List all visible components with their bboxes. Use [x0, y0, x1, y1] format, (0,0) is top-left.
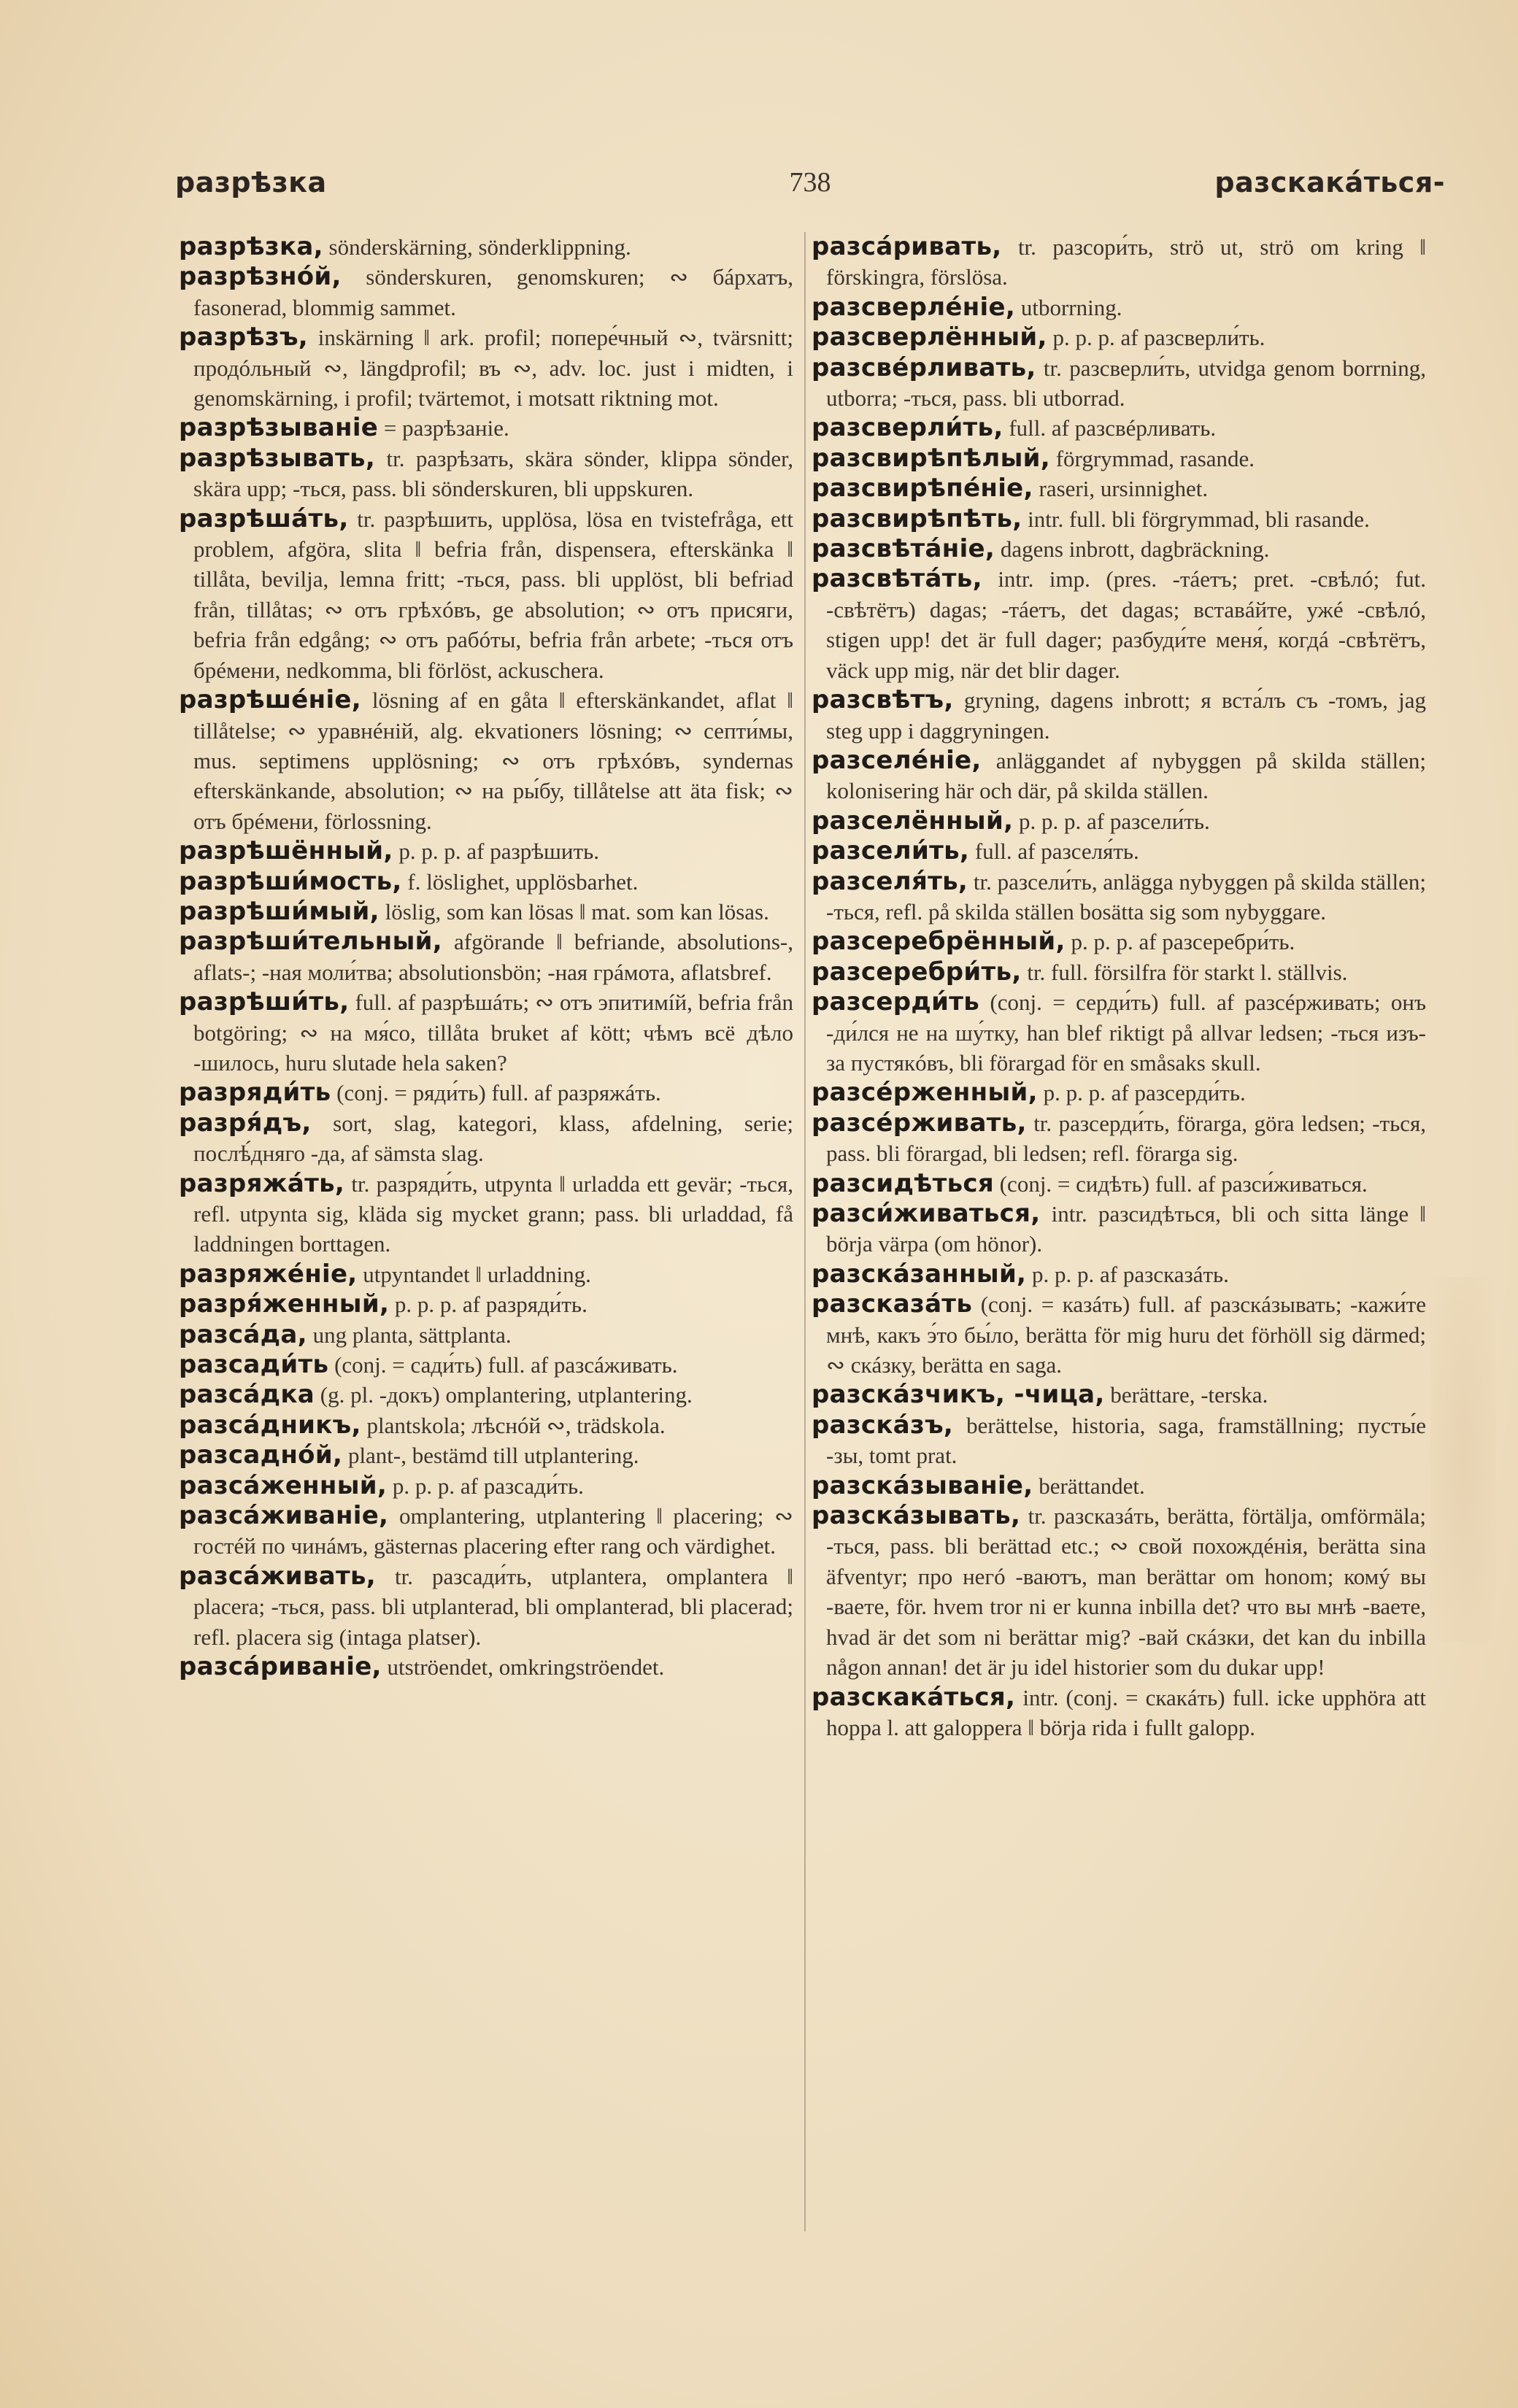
entry-headword: разсáженный, — [179, 1470, 388, 1500]
dictionary-entry — [812, 1259, 1426, 1289]
dictionary-entry — [812, 806, 1426, 836]
entry-definition: berättelse, historia, saga, framställning; пусты́е -зы, tomt prat. — [826, 1412, 1426, 1469]
entry-headword: разрѣши́мость, — [179, 866, 402, 896]
dictionary-entry — [179, 1108, 793, 1169]
entry-definition: p. p. p. af разсади́ть. — [392, 1473, 584, 1499]
entry-definition: full. af разселя́ть. — [974, 838, 1139, 865]
entry-definition: p. p. p. af разрѣшить. — [398, 838, 599, 865]
dictionary-entry — [179, 413, 793, 443]
entry-headword: разсвирѣпéніе, — [812, 474, 1033, 503]
entry-definition: sort, slag, kategori, klass, afdelning, serie; послѣ́дняго -да, af sämsta slag. — [193, 1110, 793, 1167]
entry-definition: utpyntandet ‖ urladdning. — [363, 1261, 591, 1287]
entry-headword: разскáзъ, — [812, 1410, 954, 1440]
entry-definition: löslig, som kan lösas ‖ mat. som kan lösas. — [385, 898, 769, 925]
column-divider — [804, 232, 806, 2231]
entry-definition: tr. разсели́ть, anlägga nybyggen på skilda ställen; -ться, refl. på skilda ställen bosätta sig som nybyggare. — [826, 868, 1426, 925]
entry-definition: (conj. = сади́ть) full. af разсáживать. — [334, 1352, 678, 1378]
dictionary-entry — [812, 1199, 1426, 1259]
entry-headword: разскáзчикъ, -чица, — [812, 1380, 1105, 1410]
entry-definition: p. p. p. af разсверли́ть. — [1052, 325, 1265, 351]
dictionary-entry — [179, 836, 793, 866]
entry-definition: tr. разрѣзать, skära sönder, klippa sönder, skära upp; -ться, pass. bli sönderskuren, bli uppskuren. — [193, 445, 793, 502]
entry-definition: full. af разсвéрливать. — [1009, 415, 1217, 441]
entry-headword: разсвѣтáніе, — [812, 534, 995, 564]
entry-definition: tr. разрѣшить, upplösa, lösa en tvistefråga, ett problem, afgöra, slita ‖ befria från, dispensera, efterskänka ‖ tillåta, bevilja, lemna fritt; -ться, pass. bli upplöst, bli befriad från, tillåtas; ∾ отъ грѣхóвъ, ge absolution; ∾ отъ присяги, befria från edgång; ∾ отъ рабóты, befria från arbete; -ться отъ брéмени, nedkomma, bli förlöst, ackuschera. — [193, 506, 793, 683]
entry-headword: разскáзанный, — [812, 1259, 1027, 1289]
entry-headword: разскакáться, — [812, 1682, 1016, 1712]
dictionary-entry — [812, 534, 1426, 564]
dictionary-entry — [179, 1501, 793, 1562]
entry-definition: plantskola; лѣснóй ∾, trädskola. — [366, 1412, 666, 1438]
entry-definition: gryning, dagens inbrott; я вста́лъ съ -томъ, jag steg upp i daggryningen. — [826, 687, 1426, 744]
entry-headword: разсéрженный, — [812, 1078, 1038, 1108]
entry-definition: (conj. = серди́ть) full. af разсéрживать; онъ -ди́лся не на шу́тку, han blef riktigt på allvar ledsen; -ться изъ-за пустякóвъ, bli förargad för en småsaks skull. — [826, 989, 1426, 1076]
entry-definition: p. p. p. af разсерди́ть. — [1043, 1080, 1246, 1106]
entry-headword: разря́дъ, — [179, 1108, 312, 1138]
dictionary-entry — [812, 1078, 1426, 1108]
entry-headword: разсверлéніе, — [812, 292, 1016, 322]
dictionary-entry — [812, 1683, 1426, 1743]
entry-definition: tr. разсерди́ть, förarga, göra ledsen; -ться, pass. bli förargad, bli ledsen; refl. förarga sig. — [826, 1110, 1426, 1167]
dictionary-entry — [179, 1562, 793, 1652]
entry-headword: разрѣзъ, — [179, 323, 309, 352]
entry-headword: разрѣшéніе, — [179, 685, 361, 715]
entry-headword: разсáриваніе, — [179, 1652, 382, 1682]
entry-headword: разрѣзнóй, — [179, 262, 342, 292]
entry-definition: berättandet. — [1039, 1473, 1145, 1499]
dictionary-entry — [179, 927, 793, 987]
entry-definition: tr. разряди́ть, utpynta ‖ urladda ett gevär; -ться, refl. utpynta sig, kläda sig mycket grann; pass. bli urladdad, få laddningen borttagen. — [193, 1170, 793, 1257]
paper-stain — [1430, 1277, 1496, 1642]
entry-headword: разсвѣтáть, — [812, 564, 982, 594]
running-head-right: разскакáться- — [1214, 166, 1445, 198]
dictionary-entry — [812, 504, 1426, 534]
entry-definition: tr. разсади́ть, utplantera, omplantera ‖ placera; -ться, pass. bli utplanterad, bli omplanterad, bli placerad; refl. placera sig (intaga platser). — [193, 1563, 793, 1650]
entry-definition: utborrning. — [1020, 294, 1122, 320]
entry-definition: p. p. p. af разсказáть. — [1032, 1261, 1229, 1287]
entry-headword: разсказáть — [812, 1289, 973, 1319]
dictionary-entry — [179, 1078, 793, 1108]
entry-headword: разряжáть, — [179, 1168, 345, 1198]
entry-definition: anläggandet af nybyggen på skilda ställen; kolonisering här och där, på skilda ställen. — [826, 747, 1426, 804]
dictionary-entry — [179, 1169, 793, 1259]
dictionary-entry — [812, 323, 1426, 352]
dictionary-entry — [812, 474, 1426, 503]
entry-definition: förgrymmad, rasande. — [1055, 445, 1255, 471]
dictionary-entry — [812, 413, 1426, 443]
entry-definition: intr. (conj. = скакáть) full. icke upphöra att hoppa l. att galoppera ‖ börja rida i fullt galopp. — [826, 1684, 1426, 1740]
dictionary-entry — [812, 927, 1426, 957]
entry-headword: разсверлённый, — [812, 323, 1047, 352]
dictionary-entry — [179, 867, 793, 897]
entry-headword: разскáзывать, — [812, 1501, 1021, 1531]
dictionary-entry — [812, 1169, 1426, 1199]
dictionary-entry — [179, 444, 793, 504]
entry-headword: разсвѣтъ, — [812, 685, 954, 715]
entry-definition: inskärning ‖ ark. profil; попере́чный ∾, tvärsnitt; продóльный ∾, längdprofil; въ ∾, adv. loc. just i midten, i genomskärning, i profil; tvärtemot, i motsatt riktning mot. — [193, 325, 793, 412]
entry-headword: разселённый, — [812, 806, 1014, 836]
dictionary-entry — [179, 987, 793, 1078]
entry-definition: plant-, bestämd till utplantering. — [347, 1443, 639, 1469]
entry-headword: разсáживать, — [179, 1561, 376, 1591]
dictionary-entry — [812, 867, 1426, 927]
entry-definition: full. af разрѣшáть; ∾ отъ эпитимíй, befria från botgöring; ∾ на мя́со, tillåta bruket af kött; чѣмъ всё дѣло -шилось, huru slutade hela saken? — [193, 989, 793, 1076]
entry-definition: lösning af en gåta ‖ efterskänkandet, aflat ‖ tillåtelse; ∾ уравнéній, alg. ekvationers lösning; ∾ септи́мы, mus. septimens upplösning; ∾ отъ грѣхóвъ, syndernas efterskänkande, absolution; ∾ на ры́бу, tillåtelse att äta fisk; ∾ отъ брéмени, förlossning. — [193, 687, 793, 834]
entry-definition: tr. разсказáть, berätta, förtälja, omförmäla; -ться, pass. bli berättad etc.; ∾ свой похождéнія, berätta sina äfventyr; про негó -ваютъ, man berättar om honom; комý вы -ваете, för. hvem tror ni er kunna inbilla det? что вы мнѣ -ваете, hvad är det som ni berättar mig? -вай скáзки, det kan du inbilla någon annan! det är ju idel historier som du dukar upp! — [826, 1503, 1426, 1680]
entry-definition: (conj. = ряди́ть) full. af разряжáть. — [336, 1080, 661, 1106]
dictionary-entry — [179, 685, 793, 836]
entry-headword: разрѣзывать, — [179, 443, 376, 473]
running-head-left: разрѣзка — [175, 166, 327, 198]
dictionary-entry — [179, 232, 793, 262]
entry-definition: p. p. p. af разсели́ть. — [1019, 808, 1210, 834]
entry-headword: разсáривать, — [812, 232, 1002, 261]
entry-headword: разсели́ть, — [812, 836, 970, 866]
entry-headword: разряди́ть — [179, 1078, 331, 1108]
dictionary-entry — [179, 1259, 793, 1289]
entry-headword: разсвирѣпѣлый, — [812, 443, 1050, 473]
entry-headword: разсерди́ть — [812, 987, 980, 1017]
entry-definition: intr. разсидѣться, bli och sitta länge ‖ börja värpa (om hönor). — [826, 1201, 1426, 1257]
dictionary-entry — [812, 1380, 1426, 1410]
entry-definition: (g. pl. -докъ) omplantering, utplantering. — [320, 1382, 693, 1408]
dictionary-entry — [179, 1380, 793, 1410]
dictionary-entry — [812, 836, 1426, 866]
right-column — [812, 232, 1426, 2239]
entry-definition: utströendet, omkringströendet. — [387, 1654, 665, 1680]
dictionary-entry — [812, 1471, 1426, 1501]
dictionary-entry — [179, 1411, 793, 1440]
entry-headword: разси́живаться, — [812, 1199, 1041, 1228]
entry-headword: разсверли́ть, — [812, 413, 1003, 443]
entry-definition: tr. разсверли́ть, utvidga genom borrning, utborra; -ться, pass. bli utborrad. — [826, 355, 1426, 412]
dictionary-entry — [179, 1652, 793, 1682]
dictionary-entry — [179, 1320, 793, 1350]
page-header — [175, 166, 1445, 210]
entry-definition: afgörande ‖ befriande, absolutions-, aflats-; -ная моли́тва; absolutionsbön; -ная грáмота, aflatsbref. — [193, 929, 793, 985]
dictionary-entry — [179, 504, 793, 685]
dictionary-entry — [812, 232, 1426, 293]
entry-headword: разряжéніе, — [179, 1259, 358, 1289]
dictionary-entry — [812, 444, 1426, 474]
entry-definition: f. löslighet, upplösbarhet. — [407, 868, 639, 895]
dictionary-entry — [812, 564, 1426, 685]
entry-headword: разсáда, — [179, 1319, 307, 1349]
dictionary-entry — [179, 1471, 793, 1501]
dictionary-entry — [812, 746, 1426, 806]
entry-headword: разсéрживать, — [812, 1108, 1027, 1138]
entry-headword: разсáдка — [179, 1380, 315, 1410]
entry-headword: разрѣши́ть, — [179, 987, 350, 1017]
dictionary-entry — [812, 987, 1426, 1078]
entry-definition: (conj. = казáть) full. af разскáзывать; -кажи́те мнѣ, какъ э́то бы́ло, berätta för mig huru det förhöll sig därmed; ∾ скáзку, berätta en saga. — [826, 1292, 1426, 1378]
dictionary-entry — [179, 262, 793, 323]
entry-headword: разсидѣться — [812, 1168, 994, 1198]
page-number: 738 — [789, 167, 831, 198]
entry-definition: tr. разсори́ть, strö ut, strö om kring ‖ förskingra, förslösa. — [826, 234, 1426, 290]
dictionary-entry — [812, 1289, 1426, 1380]
dictionary-entry — [812, 1411, 1426, 1471]
entry-definition: p. p. p. af разсеребри́ть. — [1071, 929, 1295, 955]
entry-definition: sönderskuren, genomskuren; ∾ бáрхатъ, fasonerad, blommig sammet. — [193, 264, 793, 320]
entry-definition: dagens inbrott, dagbräckning. — [1000, 536, 1270, 563]
entry-headword: разрѣшённый, — [179, 836, 393, 866]
entry-headword: разсáживаніе, — [179, 1501, 389, 1531]
entry-headword: разскáзываніе, — [812, 1470, 1033, 1500]
left-column — [179, 232, 793, 2239]
dictionary-entry — [179, 1440, 793, 1470]
entry-definition: raseri, ursinnighet. — [1039, 476, 1209, 502]
entry-headword: разсади́ть — [179, 1350, 329, 1380]
entry-headword: разсáдникъ, — [179, 1410, 361, 1440]
entry-definition: ung planta, sättplanta. — [312, 1321, 512, 1348]
entry-definition: omplantering, utplantering ‖ placering; ∾ гостéй по чинáмъ, gästernas placering efter rang och värdighet. — [193, 1503, 793, 1559]
entry-definition: tr. full. försilfra för starkt l. ställvis. — [1027, 959, 1348, 985]
dictionary-entry — [812, 1108, 1426, 1169]
dictionary-entry — [812, 1501, 1426, 1682]
dictionary-entry — [179, 1289, 793, 1319]
entry-headword: разрѣши́мый, — [179, 896, 380, 926]
entry-definition: sönderskärning, sönderklippning. — [328, 234, 631, 260]
entry-definition: berättare, -terska. — [1110, 1382, 1268, 1408]
dictionary-entry — [812, 685, 1426, 746]
entry-headword: разсеребри́ть, — [812, 957, 1022, 987]
entry-headword: разрѣзываніе — [179, 413, 379, 443]
dictionary-entry — [812, 353, 1426, 414]
entry-headword: разсвéрливать, — [812, 352, 1036, 382]
entry-headword: разрѣшáть, — [179, 503, 349, 533]
dictionary-entry — [812, 293, 1426, 323]
entry-headword: разселéніе, — [812, 745, 982, 775]
entry-headword: разсеребрённый, — [812, 927, 1066, 957]
entry-headword: разря́женный, — [179, 1289, 390, 1319]
dictionary-entry — [179, 897, 793, 927]
dictionary-entry — [179, 323, 793, 413]
entry-definition: p. p. p. af разряди́ть. — [394, 1292, 587, 1318]
entry-headword: разсвирѣпѣть, — [812, 503, 1022, 533]
entry-headword: разрѣзка, — [179, 232, 323, 261]
entry-definition: = разрѣзаніе. — [383, 415, 509, 441]
entry-definition: (conj. = сидѣть) full. af разси́живаться. — [999, 1170, 1368, 1197]
dictionary-entry — [179, 1350, 793, 1380]
entry-headword: разселя́ть, — [812, 866, 968, 896]
entry-headword: разрѣши́тельный, — [179, 927, 442, 957]
entry-definition: intr. imp. (pres. -тáетъ; pret. -свѣлó; fut. -свѣтётъ) dagas; -тáетъ, det dagas; вставáйте, ужé -свѣлó, stigen upp! det är full dager; разбуди́те меня́, когдá -свѣтётъ, väck upp mig, när det blir dager. — [826, 566, 1426, 683]
entry-definition: intr. full. bli förgrymmad, bli rasande. — [1028, 506, 1370, 532]
dictionary-entry — [812, 957, 1426, 987]
entry-headword: разсаднóй, — [179, 1440, 343, 1470]
